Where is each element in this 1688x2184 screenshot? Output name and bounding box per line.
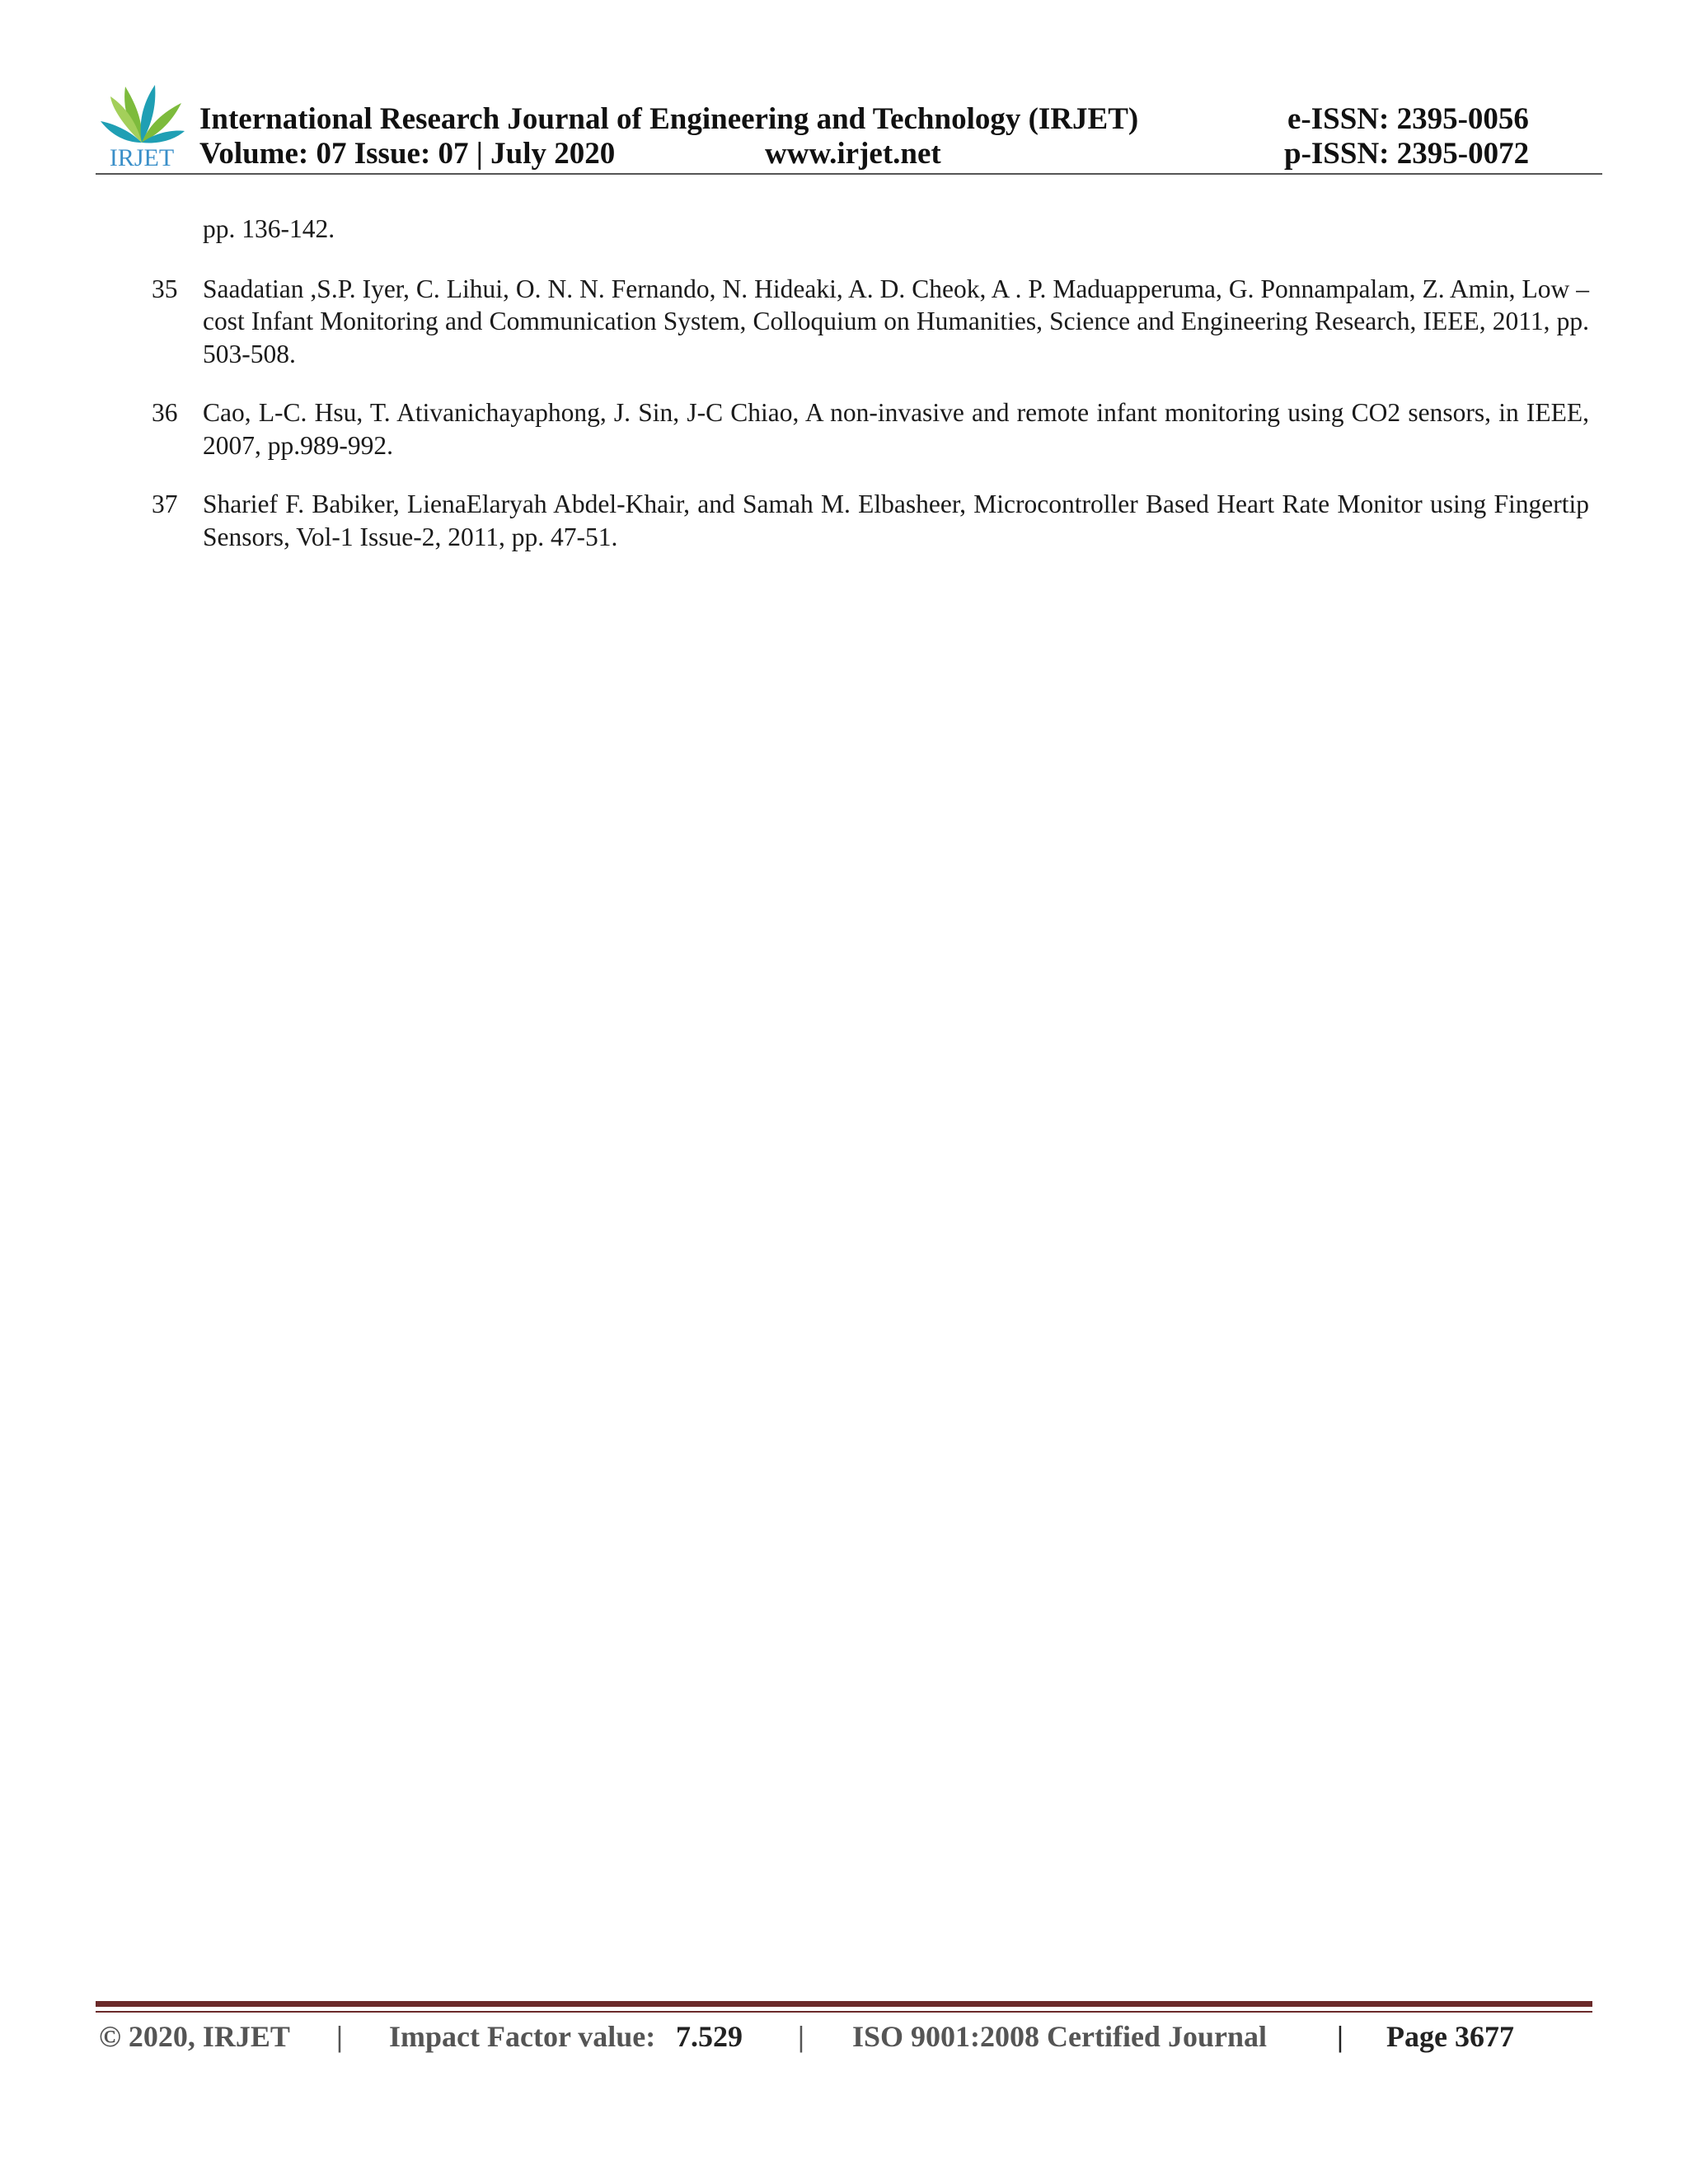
p-issn: p-ISSN: 2395-0072	[1284, 137, 1530, 171]
reference-number: 36	[152, 398, 178, 427]
journal-title: International Research Journal of Engineering and Technology (IRJET)	[199, 102, 1139, 136]
irjet-logo	[97, 78, 186, 169]
footer-copyright: © 2020, IRJET	[99, 2020, 290, 2053]
reference-item	[152, 273, 1589, 371]
reference-text: Cao, L-C. Hsu, T. Ativanichayaphong, J. Sin, J-C Chiao, A non-invasive and remote infant monitoring using CO2 sensors, in IEEE, 2007, pp.989-992.	[203, 398, 1589, 460]
reference-list	[152, 213, 1589, 579]
footer-separator: |	[1337, 2020, 1343, 2053]
reference-text: Saadatian ,S.P. Iyer, C. Lihui, O. N. N. Fernando, N. Hideaki, A. D. Cheok, A . P. Maduapperuma, G. Ponnampalam, Z. Amin, Low –cost Infant Monitoring and Communication System, Colloquium on Humanities, Science and Engineering Research, IEEE, 2011, pp. 503-508.	[203, 274, 1589, 368]
footer-impact-label: Impact Factor value:	[389, 2020, 656, 2053]
footer-impact-value: 7.529	[676, 2020, 743, 2053]
reference-number: 37	[152, 490, 178, 518]
page-footer	[99, 2016, 1592, 2057]
logo-text: IRJET	[109, 144, 175, 169]
volume-issue: Volume: 07 Issue: 07 | July 2020	[199, 137, 616, 171]
footer-iso: ISO 9001:2008 Certified Journal	[852, 2020, 1267, 2053]
irjet-logo-icon	[97, 78, 186, 169]
header-divider	[96, 173, 1602, 175]
reference-item	[152, 396, 1589, 462]
footer-divider-thin	[96, 2011, 1592, 2013]
footer-divider-thick	[96, 2001, 1592, 2007]
reference-continuation: pp. 136-142.	[203, 214, 335, 243]
reference-number: 35	[152, 274, 178, 303]
footer-separator: |	[336, 2020, 343, 2053]
e-issn: e-ISSN: 2395-0056	[1287, 102, 1529, 136]
footer-page-number: Page 3677	[1386, 2020, 1514, 2053]
reference-item	[152, 488, 1589, 553]
reference-text: Sharief F. Babiker, LienaElaryah Abdel-Khair, and Samah M. Elbasheer, Microcontroller Based Heart Rate Monitor using Fingertip Sensors, Vol-1 Issue-2, 2011, pp. 47-51.	[203, 490, 1589, 551]
journal-website[interactable]: www.irjet.net	[765, 137, 941, 171]
footer-separator: |	[798, 2020, 804, 2053]
